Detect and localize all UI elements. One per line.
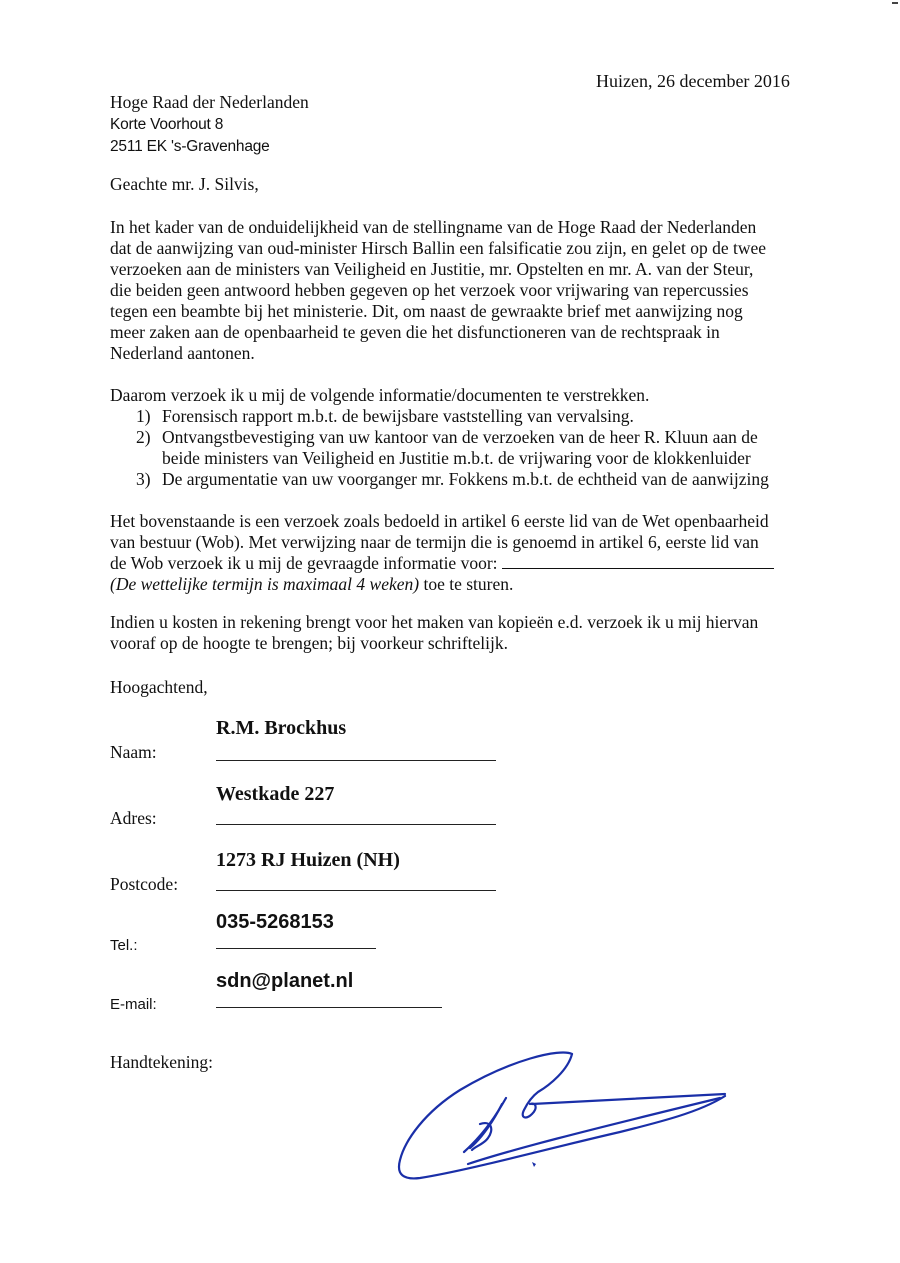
- recipient-postal-city: 2511 EK 's-Gravenhage: [110, 138, 270, 155]
- paragraph-line: [110, 574, 800, 595]
- phone-label: Tel.:: [110, 937, 138, 954]
- request-item: [136, 469, 769, 490]
- phone-value[interactable]: 035-5268153: [216, 911, 334, 933]
- salutation: Geachte mr. J. Silvis,: [110, 174, 259, 194]
- request-intro: [110, 385, 800, 406]
- request-number: 2): [136, 427, 151, 447]
- request-number: 3): [136, 469, 151, 489]
- request-text: Ontvangstbevestiging van uw kantoor van de verzoeken van de heer R. Kluun aan de: [162, 427, 758, 447]
- deadline-prompt: de Wob verzoek ik u mij de gevraagde informatie voor:: [110, 553, 498, 573]
- name-value[interactable]: R.M. Brockhus: [216, 717, 347, 739]
- paragraph-line: vooraf op de hoogte te brengen; bij voorkeur schriftelijk.: [110, 633, 509, 653]
- paragraph-line: Indien u kosten in rekening brengt voor het maken van kopieën e.d. verzoek ik u mij hiervan: [110, 612, 759, 632]
- paragraph-wob: [110, 511, 800, 595]
- scan-artifact: [892, 2, 898, 4]
- paragraph-line: van bestuur (Wob). Met verwijzing naar de termijn die is genoemd in artikel 6, eerste lid van: [110, 532, 759, 552]
- paragraph-line: In het kader van de onduidelijkheid van de stellingname van de Hoge Raad der Nederlanden: [110, 217, 757, 237]
- paragraph-line: dat de aanwijzing van oud-minister Hirsch Ballin een falsificatie zou zijn, en gelet op de twee: [110, 238, 767, 258]
- paragraph-context: [110, 217, 800, 364]
- name-underline: [216, 760, 496, 761]
- email-underline: [216, 1007, 442, 1008]
- request-list: [136, 406, 769, 490]
- paragraph-line: Het bovenstaande is een verzoek zoals bedoeld in artikel 6 eerste lid van de Wet openbaarheid: [110, 511, 769, 531]
- handwritten-signature-icon: [390, 1040, 740, 1190]
- paragraph-line: verzoeken aan de ministers van Veiligheid en Justitie, mr. Opstelten en mr. A. van der Steur,: [110, 259, 754, 279]
- name-label: Naam:: [110, 742, 157, 762]
- postcode-label: Postcode:: [110, 874, 179, 894]
- request-text: Forensisch rapport m.b.t. de bewijsbare vaststelling van vervalsing.: [162, 406, 634, 426]
- paragraph-line: die beiden geen antwoord hebben gegeven op het verzoek voor vrijwaring van repercussies: [110, 280, 749, 300]
- postcode-value[interactable]: 1273 RJ Huizen (NH): [216, 849, 400, 871]
- request-text: beide ministers van Veiligheid en Justitie m.b.t. de vrijwaring voor de klokkenluider: [162, 448, 751, 468]
- email-label: E-mail:: [110, 996, 157, 1013]
- paragraph-line: [110, 553, 800, 574]
- paragraph-line: Daarom verzoek ik u mij de volgende informatie/documenten te verstrekken.: [110, 385, 650, 405]
- address-label: Adres:: [110, 808, 157, 828]
- paragraph-costs: [110, 612, 800, 654]
- request-item: [136, 427, 769, 469]
- request-item: [136, 406, 769, 427]
- address-underline: [216, 824, 496, 825]
- signature-dot: [532, 1162, 536, 1167]
- request-text: De argumentatie van uw voorganger mr. Fokkens m.b.t. de echtheid van de aanwijzing: [162, 469, 769, 489]
- paragraph-line: meer zaken aan de openbaarheid te geven die het disfunctioneren van de rechtspraak in: [110, 322, 720, 342]
- email-value[interactable]: sdn@planet.nl: [216, 970, 354, 992]
- paragraph-line: tegen een beambte bij het ministerie. Dit, om naast de gewraakte brief met aanwijzing nog: [110, 301, 743, 321]
- phone-underline: [216, 948, 376, 949]
- closing: Hoogachtend,: [110, 677, 208, 697]
- paragraph-line: Nederland aantonen.: [110, 343, 255, 363]
- signature-label: Handtekening:: [110, 1052, 214, 1072]
- request-number: 1): [136, 406, 151, 426]
- postcode-underline: [216, 890, 496, 891]
- recipient-street: Korte Voorhout 8: [110, 116, 224, 133]
- legal-term-note: (De wettelijke termijn is maximaal 4 weken): [110, 574, 420, 594]
- deadline-blank-field[interactable]: [502, 553, 774, 569]
- address-value[interactable]: Westkade 227: [216, 783, 335, 805]
- paragraph-text: toe te sturen.: [419, 574, 514, 594]
- recipient-address: [110, 92, 309, 158]
- place-date: Huizen, 26 december 2016: [596, 71, 790, 91]
- recipient-name: Hoge Raad der Nederlanden: [110, 92, 309, 112]
